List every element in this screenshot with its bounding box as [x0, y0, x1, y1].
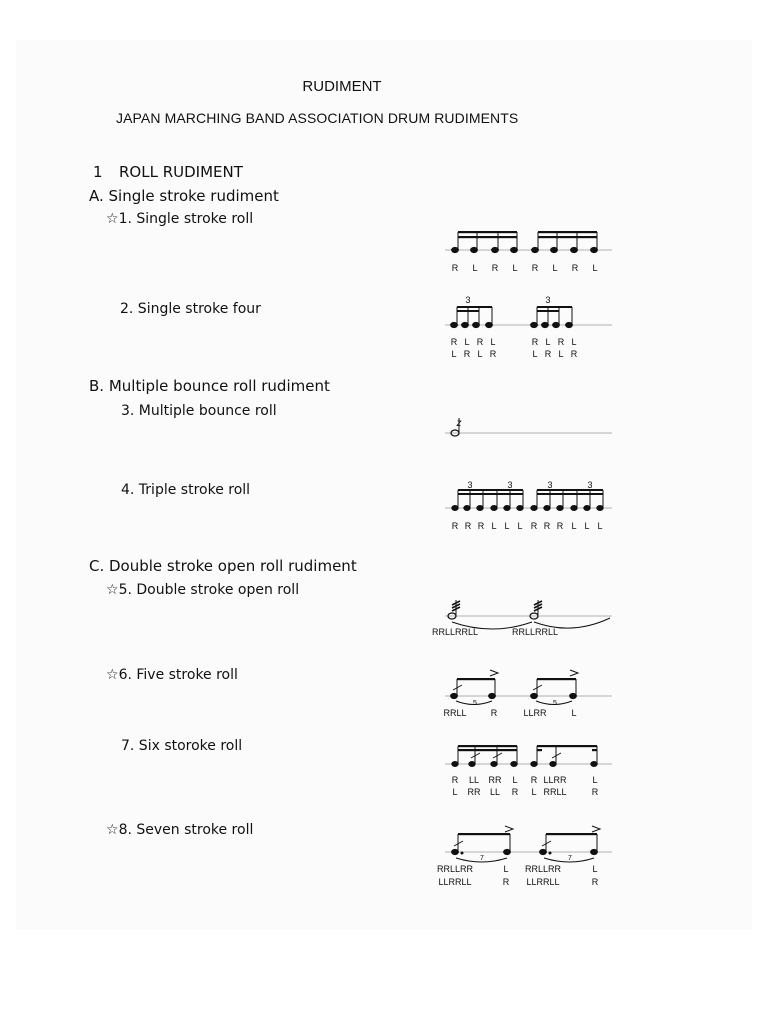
rudiment-label: 5. Double stroke open roll: [118, 582, 300, 598]
sticking-label: L: [597, 521, 603, 531]
rudiment-label: 2. Single stroke four: [120, 301, 261, 317]
sticking-label: RRLL: [443, 708, 467, 718]
sticking-label: R: [476, 337, 484, 347]
sticking-label: RR: [467, 787, 481, 797]
sticking-label: L: [552, 263, 558, 273]
sticking-label: RR: [488, 775, 502, 785]
section-number: 1: [93, 163, 103, 181]
sticking-label: R: [502, 877, 510, 887]
group-heading-c: C. Double stroke open roll rudiment: [89, 557, 357, 575]
sticking-label: L: [472, 263, 478, 273]
sticking-label: L: [512, 775, 518, 785]
notation-double-stroke-open-roll: [445, 600, 612, 629]
star-icon: ☆: [106, 667, 119, 683]
sticking-label: R: [543, 521, 551, 531]
sticking-label: R: [511, 787, 519, 797]
tuplet-label: 3: [507, 480, 513, 490]
star-icon: ☆: [106, 211, 119, 227]
sticking-label: R: [544, 349, 552, 359]
tuplet-label: 5: [553, 700, 557, 707]
sticking-label: L: [592, 263, 598, 273]
sticking-label: RRLL: [543, 787, 567, 797]
sticking-label: R: [463, 349, 471, 359]
notation-multiple-bounce-roll: [445, 418, 612, 436]
sticking-label: R: [530, 521, 538, 531]
page-subtitle: JAPAN MARCHING BAND ASSOCIATION DRUM RUDIMENTS: [116, 110, 519, 126]
tuplet-label: 3: [465, 295, 471, 305]
sticking-label: L: [531, 787, 537, 797]
sticking-label: L: [545, 337, 551, 347]
rudiment-label: 4. Triple stroke roll: [121, 482, 251, 498]
sticking-label: L: [512, 263, 518, 273]
page-title: RUDIMENT: [302, 78, 382, 95]
sticking-label: R: [477, 521, 485, 531]
notation-seven-stroke-roll: [445, 826, 612, 862]
section-heading: ROLL RUDIMENT: [119, 163, 243, 181]
sticking-label: R: [591, 877, 599, 887]
notation-single-stroke-roll: [445, 231, 612, 253]
tuplet-label: 5: [473, 700, 477, 707]
sticking-label: R: [531, 337, 539, 347]
sticking-label: RRLLRR: [436, 864, 474, 874]
sticking-label: R: [556, 521, 564, 531]
sticking-label: LL: [468, 775, 480, 785]
tuplet-label: 3: [545, 295, 551, 305]
sticking-label: L: [532, 349, 538, 359]
sticking-label: R: [491, 263, 499, 273]
sticking-label: R: [531, 263, 539, 273]
rudiment-label: 8. Seven stroke roll: [118, 822, 254, 838]
star-icon: ☆: [106, 582, 119, 598]
sticking-label: L: [571, 708, 577, 718]
tuplet-label: 3: [547, 480, 553, 490]
rudiment-label: 7. Six storoke roll: [121, 738, 243, 754]
sticking-label: LL: [489, 787, 501, 797]
sticking-label: LLRR: [523, 708, 547, 718]
sticking-label: L: [452, 787, 458, 797]
group-heading-b: B. Multiple bounce roll rudiment: [89, 377, 330, 395]
sticking-label: L: [517, 521, 523, 531]
sticking-label: L: [464, 337, 470, 347]
sticking-label: R: [557, 337, 565, 347]
sticking-label: L: [592, 864, 598, 874]
tuplet-label: 3: [587, 480, 593, 490]
notation-triple-stroke-roll: [445, 489, 612, 511]
tuplet-label: 7: [480, 855, 484, 862]
sticking-label: R: [571, 263, 579, 273]
sticking-label: R: [490, 708, 498, 718]
tuplet-label: 7: [568, 855, 572, 862]
sticking-label: R: [451, 521, 459, 531]
sticking-label: LLRR: [543, 775, 567, 785]
sticking-label: L: [503, 864, 509, 874]
sticking-label: L: [477, 349, 483, 359]
sticking-label: R: [591, 787, 599, 797]
sticking-label: L: [491, 521, 497, 531]
notation-six-stroke-roll: [445, 745, 612, 767]
group-heading-a: A. Single stroke rudiment: [89, 187, 279, 205]
sticking-label: R: [530, 775, 538, 785]
sticking-label: RRLLRR: [524, 864, 562, 874]
tuplet-label: 3: [467, 480, 473, 490]
rudiment-label: 3. Multiple bounce roll: [121, 403, 277, 419]
sticking-label: R: [464, 521, 472, 531]
sticking-label: L: [571, 337, 577, 347]
sticking-label: R: [451, 263, 459, 273]
sticking-label: L: [584, 521, 590, 531]
sticking-label: L: [451, 349, 457, 359]
notation-five-stroke-roll: [445, 670, 612, 705]
sticking-label: L: [558, 349, 564, 359]
sticking-label: R: [450, 337, 458, 347]
sticking-label: R: [451, 775, 459, 785]
sticking-label: L: [490, 337, 496, 347]
sticking-label: RRLLRRLL: [431, 627, 479, 637]
star-icon: ☆: [106, 822, 119, 838]
sticking-label: L: [504, 521, 510, 531]
sticking-label: RRLLRRLL: [511, 627, 559, 637]
sticking-label: LLRRLL: [526, 877, 560, 887]
sticking-label: LLRRLL: [438, 877, 472, 887]
rudiment-label: 1. Single stroke roll: [118, 211, 254, 227]
sticking-label: R: [570, 349, 578, 359]
notation-single-stroke-four: [445, 306, 612, 328]
sticking-label: L: [592, 775, 598, 785]
sticking-label: R: [489, 349, 497, 359]
rudiment-label: 6. Five stroke roll: [118, 667, 238, 683]
buzz-mark: z: [456, 418, 462, 429]
sticking-label: L: [571, 521, 577, 531]
